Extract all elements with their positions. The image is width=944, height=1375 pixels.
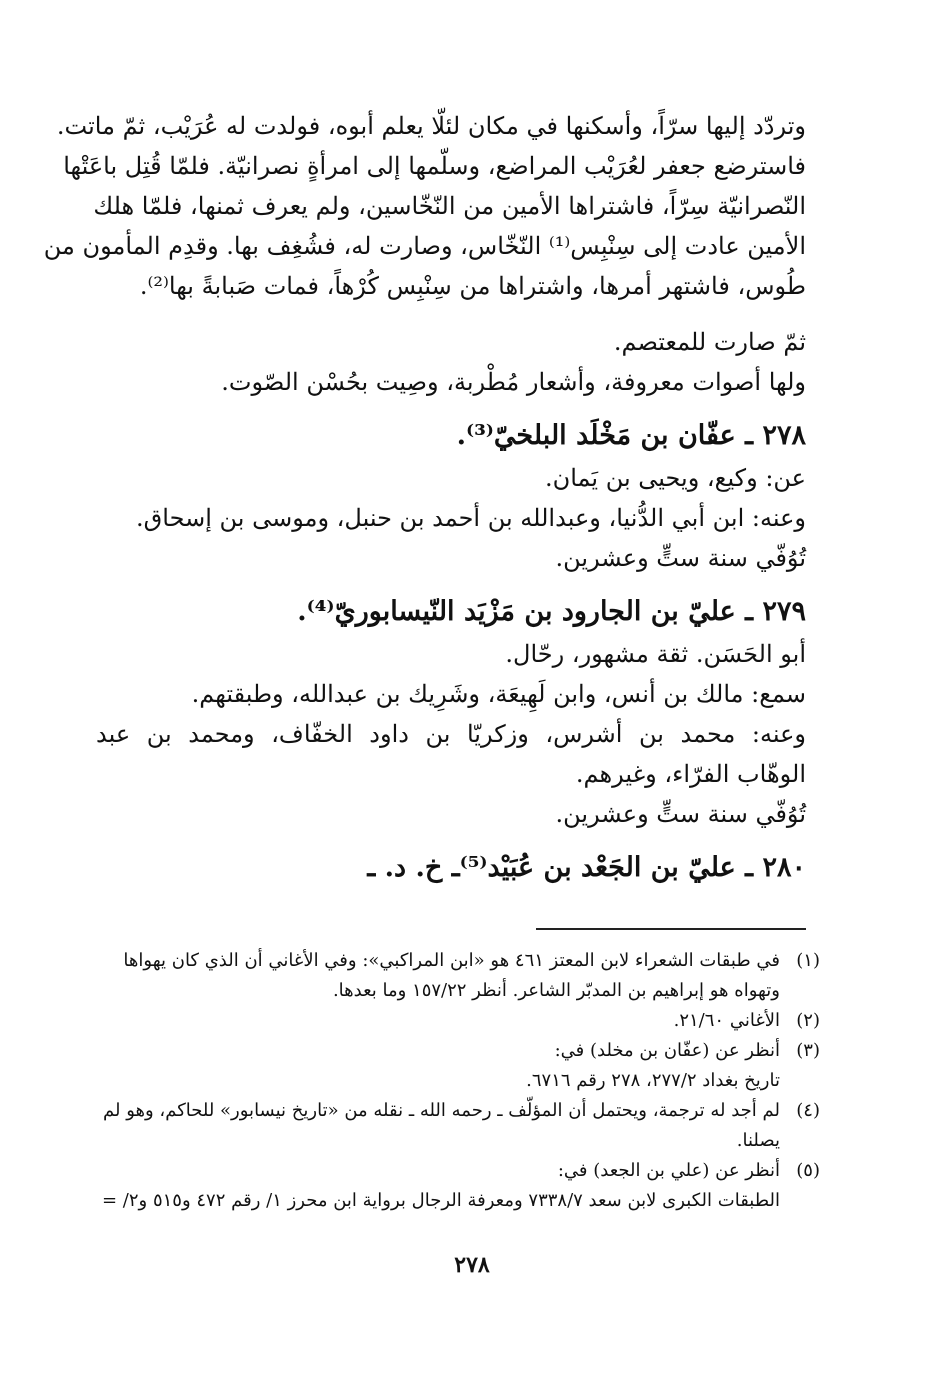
footnote-text: يصلنا. [736, 1130, 780, 1151]
footnote-text: في طبقات الشعراء لابن المعتز ٤٦١ هو «ابن المراكبي»: وفي الأغاني أن الذي كان يهواها [123, 950, 780, 971]
footnote-2 [86, 1006, 820, 1036]
entry-279-line: سمع: مالك بن أنس، وابن لَهِيعَة، وشَرِيك بن عبدالله، وطبقتهم. [191, 680, 806, 708]
text-line: النّصرانيّة سِرّاً، فاشتراها الأمين من النّخّاسين، ولم يعرف ثمنها، فلمّا هلك [93, 192, 806, 220]
footnote-number: (٥) [796, 1160, 820, 1181]
footnotes [86, 946, 820, 1216]
entry-279-line: تُوُفّي سنة ستٍّ وعشرين. [555, 800, 806, 828]
footnote-text: الطبقات الكبرى لابن سعد ٧٣٣٨/٧ ومعرفة الرجال برواية ابن محرز ١/ رقم ٤٧٢ و٥١٥ و٢/ = [101, 1190, 780, 1211]
footnote-5 [86, 1156, 820, 1186]
footnote-4 [86, 1096, 820, 1126]
entry-279-line: أبو الحَسَن. ثقة مشهور، رحّال. [505, 640, 806, 668]
footnote-text: تاريخ بغداد ٢٧٧/٢، ٢٧٨ رقم ٦٧١٦. [526, 1070, 780, 1091]
text-line: فاسترضع جعفر لعُرَيْب المراضع، وسلّمها إلى امرأةٍ نصرانيّة. فلمّا قُتِل باعَتْها [63, 152, 806, 180]
entry-278-line: عن: وكيع، ويحيى بن يَمان. [544, 464, 806, 492]
footnote-text: لم أجد له ترجمة، ويحتمل أن المؤلّف ـ رحمه الله ـ نقله من «تاريخ نيسابور» للحاكم، وهو لم [103, 1100, 780, 1121]
footnote-text: الأغاني ٢١/٦٠. [673, 1010, 780, 1031]
text-line: طُوس، فاشتهر أمرها، واشتراها من سِنْبِس كُرْهاً، فمات صَبابةً بها⁽²⁾. [139, 272, 806, 300]
footnote-number: (١) [796, 950, 820, 971]
footnote-1 [86, 946, 820, 976]
footnote-number: (٢) [796, 1010, 820, 1031]
text-line: الأمين عادت إلى سِنْبِس⁽¹⁾ النّخّاس، وصارت له، فشُغِف بها. وقدِم المأمون من [43, 232, 806, 260]
footnote-number: (٣) [796, 1040, 820, 1061]
footnote-text: أنظر عن (عفّان بن مخلد) في: [554, 1040, 780, 1061]
text-line: وتردّد إليها سرّاً، وأسكنها في مكان لئلّا يعلم أبوه، فولدت له عُرَيْب، ثمّ ماتت. [56, 112, 806, 140]
footnote-text: أنظر عن (علي بن الجعد) في: [557, 1160, 780, 1181]
entry-279-line: وعنه: محمد بن أشرس، وزكريّا بن داود الخفّاف، ومحمد بن عبد [96, 720, 806, 748]
text-line: ولها أصوات معروفة، وأشعار مُطْربة، وصِيت بحُسْن الصّوت. [221, 368, 806, 396]
entry-280-title: ٢٨٠ ـ عليّ بن الجَعْد بن عُبَيْد⁽⁵⁾ـ خ. د. ـ [367, 852, 806, 883]
footnote-divider [536, 928, 806, 930]
page-number: ٢٧٨ [454, 1252, 490, 1278]
main-text [43, 106, 806, 890]
footnote-3 [86, 1036, 820, 1066]
entry-278-line: وعنه: ابن أبي الدُّنيا، وعبدالله بن أحمد بن حنبل، وموسى بن إسحاق. [136, 504, 806, 532]
entry-278-line: تُوُفّي سنة ستٍّ وعشرين. [555, 544, 806, 572]
footnote-number: (٤) [796, 1100, 820, 1121]
entry-279-line: الوهّاب الفرّاء، وغيرهم. [575, 760, 806, 788]
footnote-text: وتهواه هو إبراهيم بن المدبّر الشاعر. أنظر ١٥٧/٢٢ وما بعدها. [332, 980, 780, 1001]
entry-279-title: ٢٧٩ ـ عليّ بن الجارود بن مَزْيَد النّيسابوريّ⁽⁴⁾. [297, 596, 806, 627]
text-line: ثمّ صارت للمعتصم. [613, 328, 806, 356]
entry-278-title: ٢٧٨ ـ عفّان بن مَخْلَد البلخيّ⁽³⁾. [456, 420, 806, 451]
